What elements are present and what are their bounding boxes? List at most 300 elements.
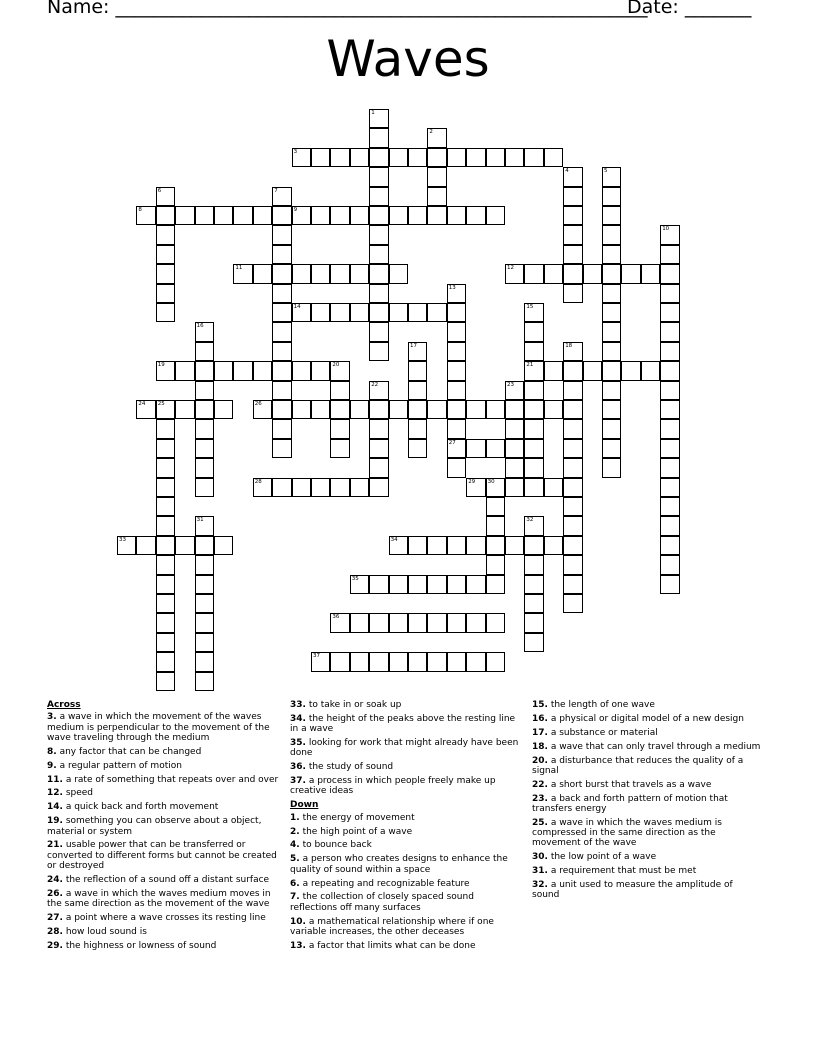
grid-cell[interactable] <box>466 478 485 497</box>
grid-cell[interactable] <box>447 458 466 477</box>
grid-cell[interactable] <box>602 342 621 361</box>
grid-cell[interactable] <box>660 478 679 497</box>
grid-cell[interactable] <box>466 148 485 167</box>
grid-cell[interactable] <box>272 264 291 283</box>
grid-cell[interactable] <box>195 400 214 419</box>
grid-cell[interactable] <box>563 400 582 419</box>
grid-cell[interactable] <box>447 361 466 380</box>
grid-cell[interactable] <box>660 516 679 535</box>
grid-cell[interactable] <box>486 536 505 555</box>
grid-cell[interactable] <box>350 148 369 167</box>
grid-cell[interactable] <box>447 342 466 361</box>
grid-cell[interactable] <box>563 187 582 206</box>
grid-cell[interactable] <box>369 264 388 283</box>
grid-cell[interactable] <box>369 109 388 128</box>
grid-cell[interactable] <box>156 613 175 632</box>
grid-cell[interactable] <box>660 575 679 594</box>
grid-cell[interactable] <box>447 652 466 671</box>
grid-cell[interactable] <box>621 264 640 283</box>
grid-cell[interactable] <box>330 652 349 671</box>
grid-cell[interactable] <box>544 536 563 555</box>
grid-cell[interactable] <box>389 575 408 594</box>
grid-cell[interactable] <box>563 419 582 438</box>
grid-cell[interactable] <box>427 536 446 555</box>
grid-cell[interactable] <box>427 575 446 594</box>
grid-cell[interactable] <box>195 652 214 671</box>
grid-cell[interactable] <box>660 322 679 341</box>
grid-cell[interactable] <box>272 225 291 244</box>
grid-cell[interactable] <box>427 187 446 206</box>
grid-cell[interactable] <box>447 613 466 632</box>
grid-cell[interactable] <box>350 575 369 594</box>
grid-cell[interactable] <box>369 303 388 322</box>
grid-cell[interactable] <box>466 206 485 225</box>
grid-cell[interactable] <box>156 245 175 264</box>
grid-cell[interactable] <box>156 361 175 380</box>
grid-cell[interactable] <box>369 206 388 225</box>
grid-cell[interactable] <box>389 303 408 322</box>
grid-cell[interactable] <box>330 419 349 438</box>
grid-cell[interactable] <box>195 322 214 341</box>
grid-cell[interactable] <box>602 400 621 419</box>
grid-cell[interactable] <box>447 381 466 400</box>
grid-cell[interactable] <box>524 303 543 322</box>
grid-cell[interactable] <box>369 148 388 167</box>
grid-cell[interactable] <box>524 555 543 574</box>
grid-cell[interactable] <box>602 458 621 477</box>
grid-cell[interactable] <box>660 458 679 477</box>
grid-cell[interactable] <box>505 419 524 438</box>
grid-cell[interactable] <box>408 361 427 380</box>
grid-cell[interactable] <box>427 128 446 147</box>
grid-cell[interactable] <box>524 458 543 477</box>
grid-cell[interactable] <box>292 303 311 322</box>
grid-cell[interactable] <box>195 439 214 458</box>
grid-cell[interactable] <box>466 652 485 671</box>
grid-cell[interactable] <box>524 439 543 458</box>
grid-cell[interactable] <box>311 206 330 225</box>
grid-cell[interactable] <box>175 400 194 419</box>
grid-cell[interactable] <box>136 400 155 419</box>
grid-cell[interactable] <box>486 613 505 632</box>
grid-cell[interactable] <box>524 419 543 438</box>
grid-cell[interactable] <box>156 225 175 244</box>
grid-cell[interactable] <box>660 303 679 322</box>
grid-cell[interactable] <box>408 303 427 322</box>
grid-cell[interactable] <box>427 167 446 186</box>
grid-cell[interactable] <box>408 148 427 167</box>
grid-cell[interactable] <box>195 536 214 555</box>
grid-cell[interactable] <box>330 148 349 167</box>
grid-cell[interactable] <box>408 206 427 225</box>
grid-cell[interactable] <box>311 478 330 497</box>
grid-cell[interactable] <box>156 633 175 652</box>
grid-cell[interactable] <box>156 187 175 206</box>
grid-cell[interactable] <box>660 342 679 361</box>
grid-cell[interactable] <box>272 322 291 341</box>
grid-cell[interactable] <box>117 536 136 555</box>
grid-cell[interactable] <box>486 148 505 167</box>
grid-cell[interactable] <box>602 439 621 458</box>
grid-cell[interactable] <box>253 400 272 419</box>
grid-cell[interactable] <box>408 342 427 361</box>
grid-cell[interactable] <box>292 361 311 380</box>
grid-cell[interactable] <box>156 419 175 438</box>
grid-cell[interactable] <box>602 361 621 380</box>
grid-cell[interactable] <box>544 361 563 380</box>
grid-cell[interactable] <box>214 400 233 419</box>
grid-cell[interactable] <box>272 419 291 438</box>
grid-cell[interactable] <box>175 361 194 380</box>
grid-cell[interactable] <box>427 303 446 322</box>
grid-cell[interactable] <box>369 342 388 361</box>
grid-cell[interactable] <box>156 264 175 283</box>
grid-cell[interactable] <box>524 478 543 497</box>
grid-cell[interactable] <box>369 400 388 419</box>
grid-cell[interactable] <box>563 381 582 400</box>
grid-cell[interactable] <box>330 361 349 380</box>
grid-cell[interactable] <box>563 458 582 477</box>
grid-cell[interactable] <box>524 536 543 555</box>
grid-cell[interactable] <box>486 516 505 535</box>
grid-cell[interactable] <box>408 536 427 555</box>
grid-cell[interactable] <box>486 497 505 516</box>
grid-cell[interactable] <box>195 613 214 632</box>
grid-cell[interactable] <box>330 206 349 225</box>
grid-cell[interactable] <box>563 206 582 225</box>
grid-cell[interactable] <box>195 419 214 438</box>
grid-cell[interactable] <box>408 575 427 594</box>
grid-cell[interactable] <box>233 206 252 225</box>
grid-cell[interactable] <box>272 284 291 303</box>
grid-cell[interactable] <box>602 187 621 206</box>
grid-cell[interactable] <box>660 225 679 244</box>
grid-cell[interactable] <box>486 478 505 497</box>
grid-cell[interactable] <box>350 206 369 225</box>
grid-cell[interactable] <box>214 206 233 225</box>
grid-cell[interactable] <box>350 652 369 671</box>
grid-cell[interactable] <box>544 148 563 167</box>
grid-cell[interactable] <box>447 322 466 341</box>
grid-cell[interactable] <box>156 400 175 419</box>
grid-cell[interactable] <box>389 613 408 632</box>
grid-cell[interactable] <box>583 361 602 380</box>
grid-cell[interactable] <box>369 478 388 497</box>
grid-cell[interactable] <box>660 381 679 400</box>
grid-cell[interactable] <box>369 575 388 594</box>
grid-cell[interactable] <box>330 478 349 497</box>
grid-cell[interactable] <box>486 555 505 574</box>
grid-cell[interactable] <box>195 672 214 691</box>
grid-cell[interactable] <box>389 206 408 225</box>
grid-cell[interactable] <box>330 381 349 400</box>
grid-cell[interactable] <box>233 264 252 283</box>
grid-cell[interactable] <box>466 536 485 555</box>
grid-cell[interactable] <box>369 322 388 341</box>
grid-cell[interactable] <box>156 439 175 458</box>
grid-cell[interactable] <box>272 478 291 497</box>
grid-cell[interactable] <box>505 148 524 167</box>
grid-cell[interactable] <box>602 419 621 438</box>
grid-cell[interactable] <box>408 400 427 419</box>
grid-cell[interactable] <box>156 555 175 574</box>
grid-cell[interactable] <box>427 206 446 225</box>
grid-cell[interactable] <box>272 245 291 264</box>
grid-cell[interactable] <box>136 536 155 555</box>
grid-cell[interactable] <box>369 419 388 438</box>
grid-cell[interactable] <box>311 264 330 283</box>
grid-cell[interactable] <box>214 361 233 380</box>
grid-cell[interactable] <box>272 361 291 380</box>
grid-cell[interactable] <box>602 284 621 303</box>
grid-cell[interactable] <box>350 478 369 497</box>
grid-cell[interactable] <box>563 478 582 497</box>
grid-cell[interactable] <box>369 439 388 458</box>
grid-cell[interactable] <box>195 594 214 613</box>
grid-cell[interactable] <box>544 400 563 419</box>
grid-cell[interactable] <box>563 594 582 613</box>
grid-cell[interactable] <box>253 206 272 225</box>
grid-cell[interactable] <box>602 167 621 186</box>
grid-cell[interactable] <box>311 303 330 322</box>
grid-cell[interactable] <box>524 613 543 632</box>
grid-cell[interactable] <box>156 516 175 535</box>
grid-cell[interactable] <box>524 633 543 652</box>
grid-cell[interactable] <box>486 400 505 419</box>
grid-cell[interactable] <box>369 187 388 206</box>
grid-cell[interactable] <box>136 206 155 225</box>
grid-cell[interactable] <box>447 439 466 458</box>
grid-cell[interactable] <box>505 264 524 283</box>
grid-cell[interactable] <box>195 478 214 497</box>
grid-cell[interactable] <box>602 303 621 322</box>
grid-cell[interactable] <box>311 148 330 167</box>
grid-cell[interactable] <box>524 148 543 167</box>
grid-cell[interactable] <box>602 206 621 225</box>
grid-cell[interactable] <box>427 400 446 419</box>
grid-cell[interactable] <box>486 439 505 458</box>
grid-cell[interactable] <box>427 613 446 632</box>
grid-cell[interactable] <box>369 284 388 303</box>
grid-cell[interactable] <box>156 594 175 613</box>
grid-cell[interactable] <box>660 264 679 283</box>
grid-cell[interactable] <box>272 187 291 206</box>
grid-cell[interactable] <box>389 264 408 283</box>
grid-cell[interactable] <box>524 381 543 400</box>
grid-cell[interactable] <box>563 497 582 516</box>
grid-cell[interactable] <box>175 206 194 225</box>
grid-cell[interactable] <box>447 536 466 555</box>
grid-cell[interactable] <box>156 303 175 322</box>
grid-cell[interactable] <box>486 652 505 671</box>
grid-cell[interactable] <box>389 148 408 167</box>
grid-cell[interactable] <box>447 303 466 322</box>
grid-cell[interactable] <box>505 381 524 400</box>
grid-cell[interactable] <box>272 400 291 419</box>
grid-cell[interactable] <box>486 575 505 594</box>
grid-cell[interactable] <box>447 400 466 419</box>
grid-cell[interactable] <box>350 613 369 632</box>
grid-cell[interactable] <box>524 361 543 380</box>
grid-cell[interactable] <box>195 342 214 361</box>
grid-cell[interactable] <box>524 594 543 613</box>
grid-cell[interactable] <box>292 264 311 283</box>
grid-cell[interactable] <box>195 381 214 400</box>
grid-cell[interactable] <box>292 400 311 419</box>
grid-cell[interactable] <box>369 245 388 264</box>
grid-cell[interactable] <box>447 284 466 303</box>
grid-cell[interactable] <box>660 555 679 574</box>
grid-cell[interactable] <box>292 148 311 167</box>
grid-cell[interactable] <box>408 652 427 671</box>
grid-cell[interactable] <box>195 516 214 535</box>
grid-cell[interactable] <box>544 264 563 283</box>
grid-cell[interactable] <box>621 361 640 380</box>
grid-cell[interactable] <box>195 206 214 225</box>
grid-cell[interactable] <box>563 536 582 555</box>
grid-cell[interactable] <box>272 303 291 322</box>
grid-cell[interactable] <box>408 419 427 438</box>
grid-cell[interactable] <box>156 497 175 516</box>
grid-cell[interactable] <box>156 575 175 594</box>
grid-cell[interactable] <box>505 478 524 497</box>
grid-cell[interactable] <box>544 478 563 497</box>
grid-cell[interactable] <box>660 497 679 516</box>
grid-cell[interactable] <box>660 419 679 438</box>
grid-cell[interactable] <box>253 361 272 380</box>
grid-cell[interactable] <box>195 633 214 652</box>
grid-cell[interactable] <box>389 400 408 419</box>
grid-cell[interactable] <box>311 400 330 419</box>
grid-cell[interactable] <box>641 361 660 380</box>
grid-cell[interactable] <box>563 167 582 186</box>
grid-cell[interactable] <box>195 575 214 594</box>
grid-cell[interactable] <box>195 361 214 380</box>
grid-cell[interactable] <box>505 439 524 458</box>
grid-cell[interactable] <box>156 458 175 477</box>
grid-cell[interactable] <box>175 536 194 555</box>
grid-cell[interactable] <box>505 458 524 477</box>
grid-cell[interactable] <box>233 361 252 380</box>
grid-cell[interactable] <box>563 361 582 380</box>
grid-cell[interactable] <box>563 225 582 244</box>
grid-cell[interactable] <box>660 536 679 555</box>
grid-cell[interactable] <box>602 225 621 244</box>
grid-cell[interactable] <box>156 478 175 497</box>
grid-cell[interactable] <box>563 342 582 361</box>
grid-cell[interactable] <box>660 400 679 419</box>
grid-cell[interactable] <box>369 458 388 477</box>
grid-cell[interactable] <box>272 206 291 225</box>
grid-cell[interactable] <box>214 536 233 555</box>
grid-cell[interactable] <box>524 322 543 341</box>
grid-cell[interactable] <box>350 264 369 283</box>
grid-cell[interactable] <box>524 400 543 419</box>
grid-cell[interactable] <box>272 342 291 361</box>
grid-cell[interactable] <box>466 613 485 632</box>
grid-cell[interactable] <box>660 245 679 264</box>
grid-cell[interactable] <box>156 672 175 691</box>
grid-cell[interactable] <box>427 652 446 671</box>
grid-cell[interactable] <box>350 400 369 419</box>
grid-cell[interactable] <box>524 516 543 535</box>
grid-cell[interactable] <box>156 284 175 303</box>
grid-cell[interactable] <box>311 652 330 671</box>
grid-cell[interactable] <box>447 575 466 594</box>
grid-cell[interactable] <box>563 516 582 535</box>
grid-cell[interactable] <box>156 652 175 671</box>
grid-cell[interactable] <box>369 128 388 147</box>
grid-cell[interactable] <box>369 652 388 671</box>
grid-cell[interactable] <box>447 206 466 225</box>
grid-cell[interactable] <box>466 400 485 419</box>
grid-cell[interactable] <box>563 575 582 594</box>
grid-cell[interactable] <box>641 264 660 283</box>
grid-cell[interactable] <box>563 439 582 458</box>
grid-cell[interactable] <box>660 284 679 303</box>
grid-cell[interactable] <box>505 536 524 555</box>
grid-cell[interactable] <box>292 478 311 497</box>
grid-cell[interactable] <box>369 613 388 632</box>
grid-cell[interactable] <box>195 458 214 477</box>
grid-cell[interactable] <box>408 439 427 458</box>
grid-cell[interactable] <box>660 361 679 380</box>
grid-cell[interactable] <box>350 303 369 322</box>
grid-cell[interactable] <box>253 478 272 497</box>
grid-cell[interactable] <box>272 381 291 400</box>
grid-cell[interactable] <box>369 225 388 244</box>
grid-cell[interactable] <box>486 206 505 225</box>
grid-cell[interactable] <box>389 652 408 671</box>
grid-cell[interactable] <box>505 400 524 419</box>
grid-cell[interactable] <box>330 303 349 322</box>
grid-cell[interactable] <box>272 439 291 458</box>
grid-cell[interactable] <box>524 264 543 283</box>
grid-cell[interactable] <box>330 439 349 458</box>
grid-cell[interactable] <box>602 322 621 341</box>
grid-cell[interactable] <box>524 575 543 594</box>
grid-cell[interactable] <box>583 264 602 283</box>
grid-cell[interactable] <box>660 439 679 458</box>
grid-cell[interactable] <box>195 555 214 574</box>
grid-cell[interactable] <box>447 419 466 438</box>
grid-cell[interactable] <box>427 148 446 167</box>
grid-cell[interactable] <box>563 555 582 574</box>
grid-cell[interactable] <box>156 536 175 555</box>
grid-cell[interactable] <box>330 400 349 419</box>
grid-cell[interactable] <box>602 245 621 264</box>
grid-cell[interactable] <box>408 613 427 632</box>
grid-cell[interactable] <box>563 245 582 264</box>
grid-cell[interactable] <box>602 264 621 283</box>
grid-cell[interactable] <box>524 342 543 361</box>
grid-cell[interactable] <box>466 439 485 458</box>
grid-cell[interactable] <box>466 575 485 594</box>
grid-cell[interactable] <box>602 381 621 400</box>
grid-cell[interactable] <box>563 284 582 303</box>
grid-cell[interactable] <box>292 206 311 225</box>
grid-cell[interactable] <box>563 264 582 283</box>
grid-cell[interactable] <box>253 264 272 283</box>
grid-cell[interactable] <box>330 264 349 283</box>
grid-cell[interactable] <box>156 206 175 225</box>
grid-cell[interactable] <box>311 361 330 380</box>
grid-cell[interactable] <box>389 536 408 555</box>
grid-cell[interactable] <box>369 167 388 186</box>
grid-cell[interactable] <box>447 148 466 167</box>
grid-cell[interactable] <box>408 381 427 400</box>
grid-cell[interactable] <box>369 381 388 400</box>
